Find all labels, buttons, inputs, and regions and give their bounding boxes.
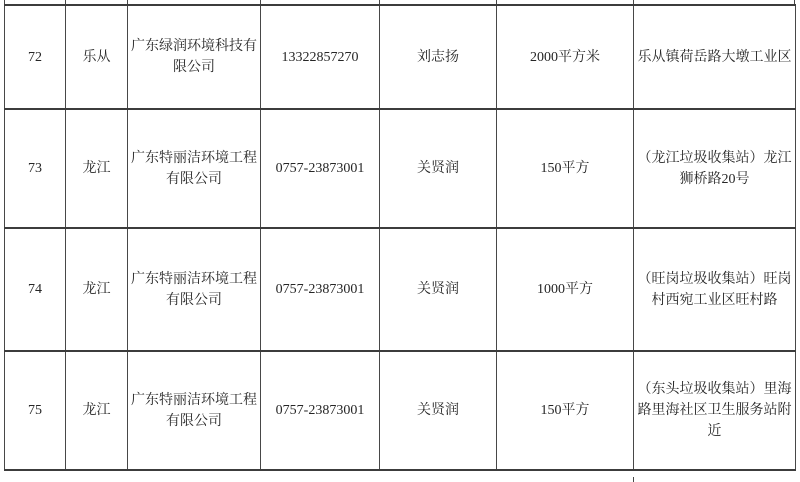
cell-company-name: 广东绿润环境科技有限公司 xyxy=(128,5,261,109)
cell-town: 龙江 xyxy=(66,109,128,228)
cell-row-number: 74 xyxy=(5,228,66,351)
table-row xyxy=(5,351,796,470)
table-row xyxy=(5,228,796,351)
cell-phone: 13322857270 xyxy=(261,5,380,109)
cell-phone: 0757-23873001 xyxy=(261,109,380,228)
cell-phone: 0757-23873001 xyxy=(261,351,380,470)
cell-row-number: 75 xyxy=(5,351,66,470)
cell-row-number: 73 xyxy=(5,109,66,228)
cell-town: 龙江 xyxy=(66,351,128,470)
table-border-stub xyxy=(633,477,634,482)
cell-contact: 刘志扬 xyxy=(380,5,497,109)
cell-row-number: 72 xyxy=(5,5,66,109)
cell-area: 1000平方 xyxy=(497,228,634,351)
cell-contact: 关贤润 xyxy=(380,228,497,351)
cell-address: 乐从镇荷岳路大墩工业区 xyxy=(634,5,796,109)
cell-phone: 0757-23873001 xyxy=(261,228,380,351)
cell-town: 乐从 xyxy=(66,5,128,109)
cell-contact: 关贤润 xyxy=(380,351,497,470)
cell-address: （旺岗垃圾收集站）旺岗村西宛工业区旺村路 xyxy=(634,228,796,351)
cell-area: 150平方 xyxy=(497,351,634,470)
cell-address: （龙江垃圾收集站）龙江狮桥路20号 xyxy=(634,109,796,228)
cell-area: 2000平方米 xyxy=(497,5,634,109)
cell-company-name: 广东特丽洁环境工程有限公司 xyxy=(128,228,261,351)
cell-contact: 关贤润 xyxy=(380,109,497,228)
cell-company-name: 广东特丽洁环境工程有限公司 xyxy=(128,109,261,228)
cell-company-name: 广东特丽洁环境工程有限公司 xyxy=(128,351,261,470)
table-row xyxy=(5,5,796,109)
cell-area: 150平方 xyxy=(497,109,634,228)
cell-town: 龙江 xyxy=(66,228,128,351)
cell-address: （东头垃圾收集站）里海路里海社区卫生服务站附近 xyxy=(634,351,796,470)
table-row xyxy=(5,109,796,228)
company-directory-table xyxy=(4,4,796,471)
